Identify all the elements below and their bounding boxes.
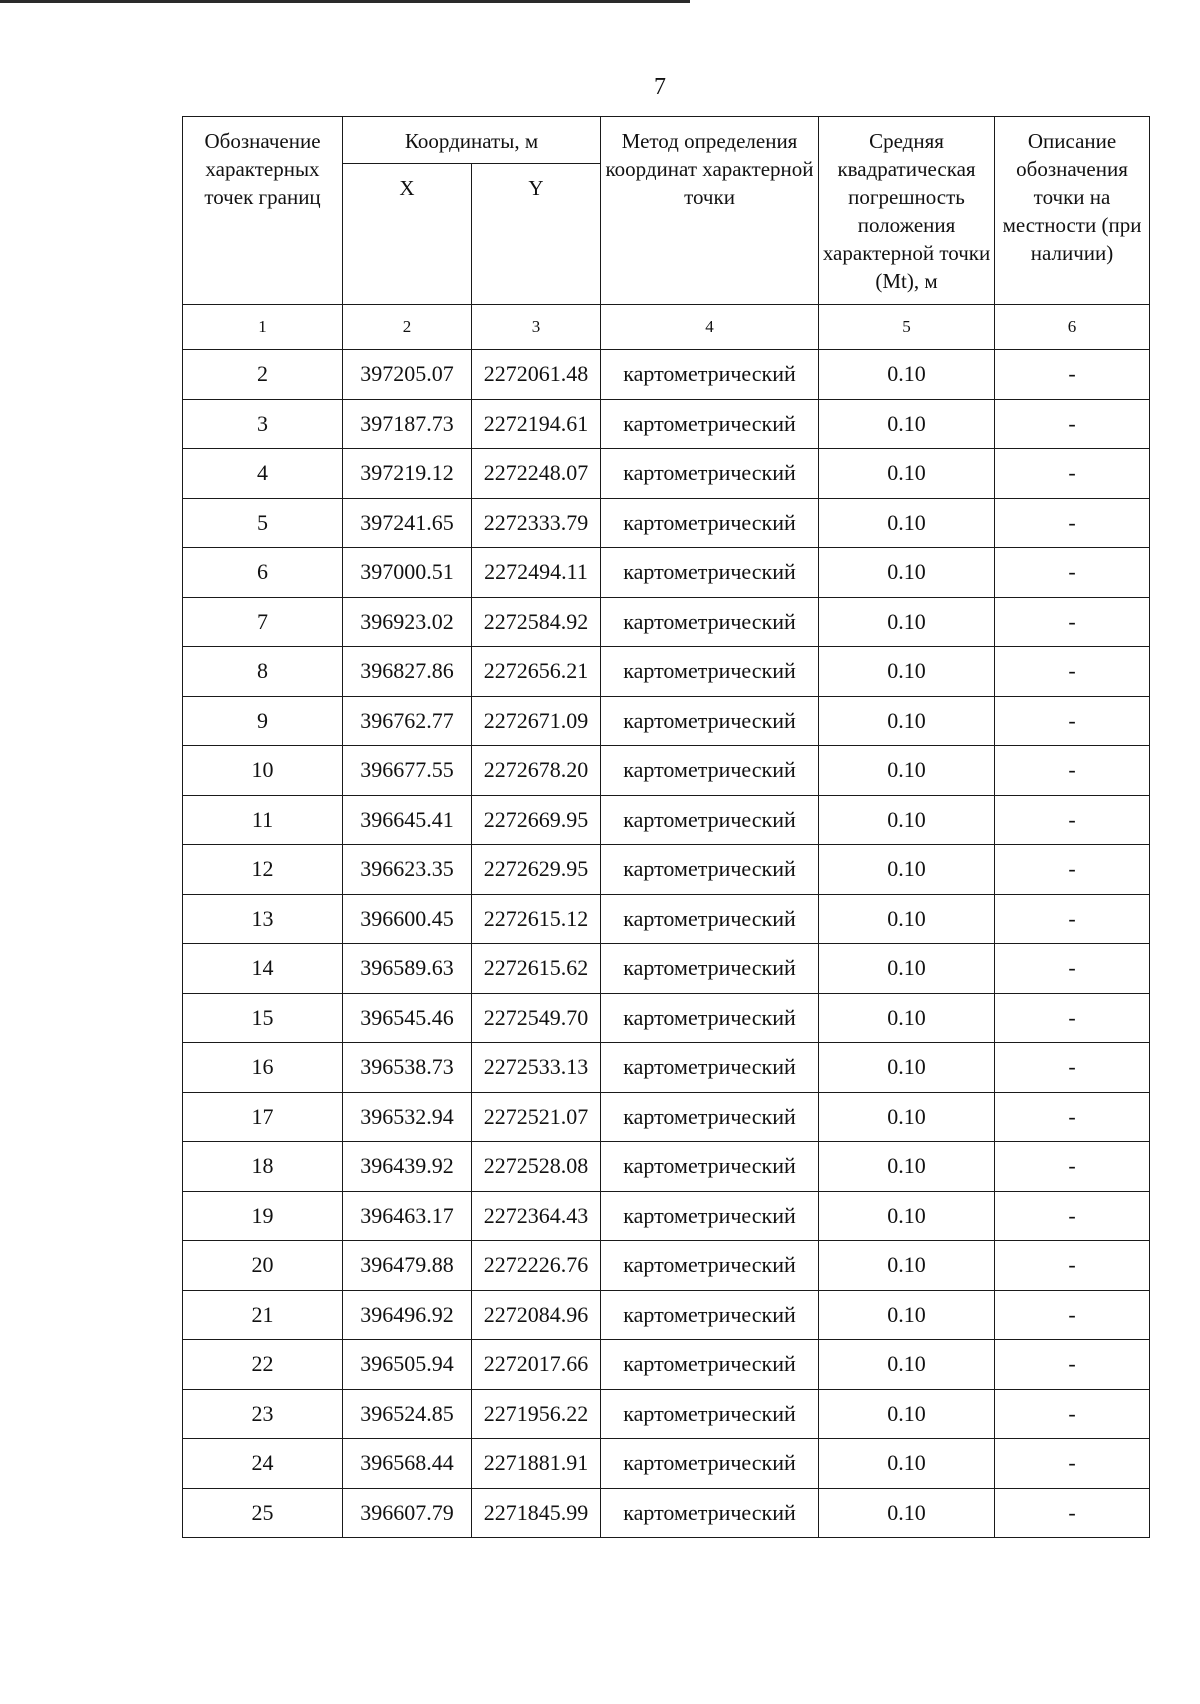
header-point-designation: Обозначение характерных точек границ xyxy=(183,117,343,305)
cell-description: - xyxy=(995,696,1150,746)
cell-method: картометрический xyxy=(601,1092,819,1142)
cell-x: 396923.02 xyxy=(343,597,472,647)
cell-method: картометрический xyxy=(601,1340,819,1390)
cell-y: 2272669.95 xyxy=(472,795,601,845)
column-number: 4 xyxy=(601,305,819,350)
coordinates-table xyxy=(182,116,1150,1538)
table-row xyxy=(183,399,1150,449)
cell-method: картометрический xyxy=(601,696,819,746)
cell-y: 2272061.48 xyxy=(472,350,601,400)
cell-description: - xyxy=(995,449,1150,499)
table-row xyxy=(183,1043,1150,1093)
cell-x: 396568.44 xyxy=(343,1439,472,1489)
cell-point-number: 20 xyxy=(183,1241,343,1291)
cell-description: - xyxy=(995,1290,1150,1340)
top-edge-rule xyxy=(0,0,690,3)
table-header xyxy=(183,117,1150,350)
cell-point-number: 22 xyxy=(183,1340,343,1390)
cell-point-number: 5 xyxy=(183,498,343,548)
cell-error: 0.10 xyxy=(819,1290,995,1340)
cell-error: 0.10 xyxy=(819,1389,995,1439)
cell-x: 396496.92 xyxy=(343,1290,472,1340)
cell-y: 2272528.08 xyxy=(472,1142,601,1192)
cell-x: 396589.63 xyxy=(343,944,472,994)
cell-point-number: 10 xyxy=(183,746,343,796)
cell-y: 2272521.07 xyxy=(472,1092,601,1142)
cell-description: - xyxy=(995,845,1150,895)
cell-point-number: 24 xyxy=(183,1439,343,1489)
cell-x: 396545.46 xyxy=(343,993,472,1043)
cell-error: 0.10 xyxy=(819,350,995,400)
cell-method: картометрический xyxy=(601,498,819,548)
table-row xyxy=(183,1191,1150,1241)
table-row xyxy=(183,845,1150,895)
cell-y: 2272629.95 xyxy=(472,845,601,895)
table-row xyxy=(183,597,1150,647)
cell-description: - xyxy=(995,1389,1150,1439)
cell-method: картометрический xyxy=(601,1290,819,1340)
cell-point-number: 25 xyxy=(183,1488,343,1538)
cell-point-number: 18 xyxy=(183,1142,343,1192)
cell-point-number: 19 xyxy=(183,1191,343,1241)
table-row xyxy=(183,944,1150,994)
cell-description: - xyxy=(995,1488,1150,1538)
cell-error: 0.10 xyxy=(819,993,995,1043)
cell-error: 0.10 xyxy=(819,845,995,895)
table-body xyxy=(183,350,1150,1538)
table-row xyxy=(183,498,1150,548)
page-number: 7 xyxy=(654,74,666,100)
cell-y: 2272533.13 xyxy=(472,1043,601,1093)
cell-method: картометрический xyxy=(601,548,819,598)
cell-error: 0.10 xyxy=(819,1340,995,1390)
cell-y: 2272494.11 xyxy=(472,548,601,598)
table-row xyxy=(183,696,1150,746)
cell-y: 2271956.22 xyxy=(472,1389,601,1439)
cell-method: картометрический xyxy=(601,1241,819,1291)
cell-x: 396623.35 xyxy=(343,845,472,895)
cell-description: - xyxy=(995,894,1150,944)
cell-error: 0.10 xyxy=(819,1439,995,1489)
header-method: Метод определения координат характерной точки xyxy=(601,117,819,305)
cell-y: 2272678.20 xyxy=(472,746,601,796)
cell-error: 0.10 xyxy=(819,944,995,994)
cell-x: 397187.73 xyxy=(343,399,472,449)
cell-error: 0.10 xyxy=(819,498,995,548)
cell-description: - xyxy=(995,399,1150,449)
table-row xyxy=(183,894,1150,944)
cell-error: 0.10 xyxy=(819,1241,995,1291)
column-number: 5 xyxy=(819,305,995,350)
table-row xyxy=(183,1488,1150,1538)
cell-point-number: 17 xyxy=(183,1092,343,1142)
cell-point-number: 14 xyxy=(183,944,343,994)
table-row xyxy=(183,1389,1150,1439)
cell-error: 0.10 xyxy=(819,1092,995,1142)
cell-y: 2272656.21 xyxy=(472,647,601,697)
table-row xyxy=(183,1290,1150,1340)
cell-description: - xyxy=(995,498,1150,548)
cell-y: 2272615.12 xyxy=(472,894,601,944)
table-row xyxy=(183,449,1150,499)
cell-point-number: 3 xyxy=(183,399,343,449)
cell-error: 0.10 xyxy=(819,894,995,944)
column-number: 6 xyxy=(995,305,1150,350)
cell-description: - xyxy=(995,795,1150,845)
table-row xyxy=(183,1092,1150,1142)
cell-y: 2272194.61 xyxy=(472,399,601,449)
cell-description: - xyxy=(995,1142,1150,1192)
cell-description: - xyxy=(995,944,1150,994)
table-row xyxy=(183,1439,1150,1489)
cell-method: картометрический xyxy=(601,993,819,1043)
cell-x: 397241.65 xyxy=(343,498,472,548)
cell-y: 2272671.09 xyxy=(472,696,601,746)
cell-error: 0.10 xyxy=(819,1142,995,1192)
cell-method: картометрический xyxy=(601,894,819,944)
cell-x: 396479.88 xyxy=(343,1241,472,1291)
cell-point-number: 23 xyxy=(183,1389,343,1439)
cell-x: 396600.45 xyxy=(343,894,472,944)
table-row xyxy=(183,350,1150,400)
cell-description: - xyxy=(995,350,1150,400)
cell-method: картометрический xyxy=(601,350,819,400)
cell-method: картометрический xyxy=(601,845,819,895)
cell-point-number: 12 xyxy=(183,845,343,895)
cell-x: 396538.73 xyxy=(343,1043,472,1093)
cell-y: 2272248.07 xyxy=(472,449,601,499)
cell-method: картометрический xyxy=(601,944,819,994)
cell-y: 2272333.79 xyxy=(472,498,601,548)
table-row xyxy=(183,1340,1150,1390)
cell-method: картометрический xyxy=(601,1043,819,1093)
table-row xyxy=(183,795,1150,845)
cell-error: 0.10 xyxy=(819,548,995,598)
cell-x: 396645.41 xyxy=(343,795,472,845)
cell-x: 396439.92 xyxy=(343,1142,472,1192)
cell-x: 396505.94 xyxy=(343,1340,472,1390)
cell-method: картометрический xyxy=(601,795,819,845)
cell-error: 0.10 xyxy=(819,597,995,647)
cell-x: 397219.12 xyxy=(343,449,472,499)
cell-method: картометрический xyxy=(601,746,819,796)
cell-error: 0.10 xyxy=(819,647,995,697)
cell-x: 396762.77 xyxy=(343,696,472,746)
cell-description: - xyxy=(995,993,1150,1043)
cell-point-number: 11 xyxy=(183,795,343,845)
cell-method: картометрический xyxy=(601,1439,819,1489)
cell-method: картометрический xyxy=(601,597,819,647)
column-number-row xyxy=(183,305,1150,350)
table-row xyxy=(183,647,1150,697)
cell-method: картометрический xyxy=(601,1191,819,1241)
cell-error: 0.10 xyxy=(819,746,995,796)
cell-x: 396827.86 xyxy=(343,647,472,697)
cell-y: 2272084.96 xyxy=(472,1290,601,1340)
cell-point-number: 2 xyxy=(183,350,343,400)
cell-x: 396607.79 xyxy=(343,1488,472,1538)
cell-x: 396463.17 xyxy=(343,1191,472,1241)
cell-method: картометрический xyxy=(601,399,819,449)
cell-point-number: 6 xyxy=(183,548,343,598)
cell-description: - xyxy=(995,1241,1150,1291)
cell-error: 0.10 xyxy=(819,1488,995,1538)
cell-point-number: 9 xyxy=(183,696,343,746)
cell-method: картометрический xyxy=(601,647,819,697)
cell-description: - xyxy=(995,746,1150,796)
table-row xyxy=(183,1142,1150,1192)
cell-y: 2272364.43 xyxy=(472,1191,601,1241)
cell-point-number: 4 xyxy=(183,449,343,499)
cell-point-number: 16 xyxy=(183,1043,343,1093)
cell-description: - xyxy=(995,647,1150,697)
column-number: 3 xyxy=(472,305,601,350)
column-number: 2 xyxy=(343,305,472,350)
cell-y: 2272549.70 xyxy=(472,993,601,1043)
cell-y: 2272226.76 xyxy=(472,1241,601,1291)
cell-y: 2272017.66 xyxy=(472,1340,601,1390)
cell-point-number: 13 xyxy=(183,894,343,944)
cell-description: - xyxy=(995,1043,1150,1093)
header-mean-square-error: Средняя квадратическая погрешность положения характерной точки (Mt), м xyxy=(819,117,995,305)
table-row xyxy=(183,746,1150,796)
column-number: 1 xyxy=(183,305,343,350)
cell-method: картометрический xyxy=(601,1389,819,1439)
cell-point-number: 15 xyxy=(183,993,343,1043)
cell-y: 2272615.62 xyxy=(472,944,601,994)
cell-method: картометрический xyxy=(601,449,819,499)
cell-error: 0.10 xyxy=(819,1191,995,1241)
cell-error: 0.10 xyxy=(819,1043,995,1093)
cell-error: 0.10 xyxy=(819,795,995,845)
table-row xyxy=(183,1241,1150,1291)
header-x: X xyxy=(343,164,472,305)
cell-description: - xyxy=(995,1092,1150,1142)
table-row xyxy=(183,993,1150,1043)
header-y: Y xyxy=(472,164,601,305)
header-coordinates: Координаты, м xyxy=(343,117,601,164)
cell-error: 0.10 xyxy=(819,449,995,499)
cell-x: 397000.51 xyxy=(343,548,472,598)
table-row xyxy=(183,548,1150,598)
cell-description: - xyxy=(995,1191,1150,1241)
cell-y: 2272584.92 xyxy=(472,597,601,647)
header-row-group xyxy=(183,117,1150,164)
cell-method: картометрический xyxy=(601,1488,819,1538)
cell-error: 0.10 xyxy=(819,696,995,746)
cell-y: 2271845.99 xyxy=(472,1488,601,1538)
cell-error: 0.10 xyxy=(819,399,995,449)
cell-description: - xyxy=(995,597,1150,647)
cell-method: картометрический xyxy=(601,1142,819,1192)
cell-description: - xyxy=(995,1340,1150,1390)
cell-point-number: 8 xyxy=(183,647,343,697)
cell-x: 397205.07 xyxy=(343,350,472,400)
cell-x: 396524.85 xyxy=(343,1389,472,1439)
header-description: Описание обозначения точки на местности (при наличии) xyxy=(995,117,1150,305)
cell-description: - xyxy=(995,1439,1150,1489)
cell-point-number: 7 xyxy=(183,597,343,647)
cell-description: - xyxy=(995,548,1150,598)
cell-x: 396532.94 xyxy=(343,1092,472,1142)
cell-point-number: 21 xyxy=(183,1290,343,1340)
cell-x: 396677.55 xyxy=(343,746,472,796)
cell-y: 2271881.91 xyxy=(472,1439,601,1489)
